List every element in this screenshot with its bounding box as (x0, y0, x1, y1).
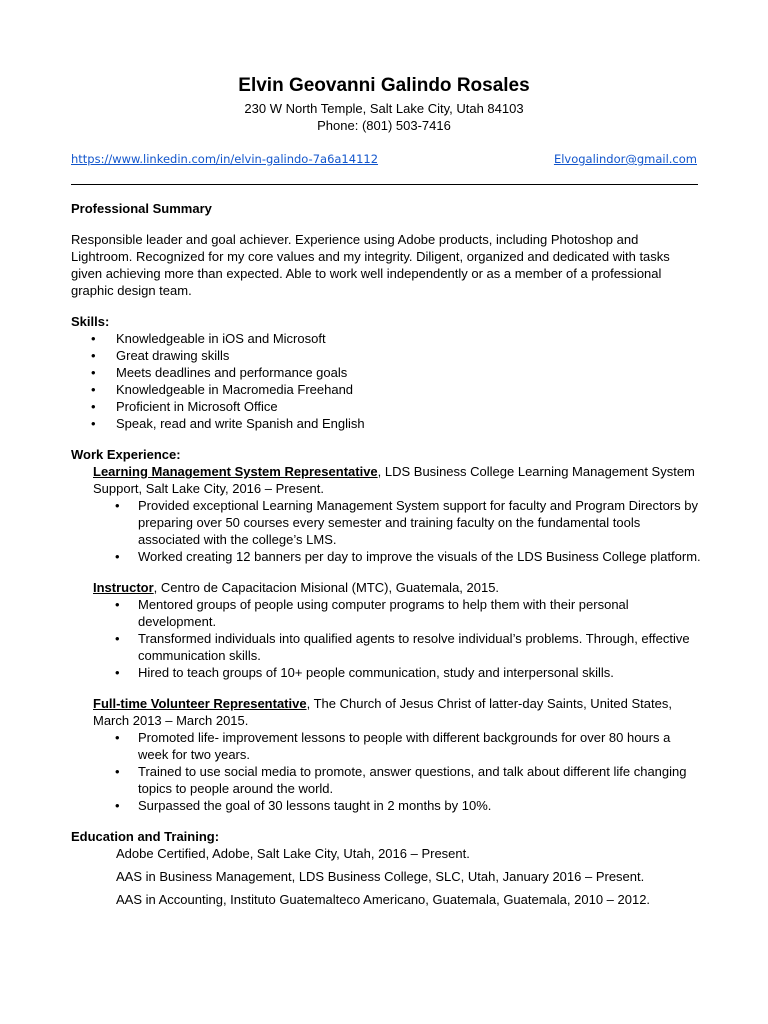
bullet-icon: • (115, 549, 120, 564)
bullet-icon: • (115, 730, 120, 745)
job-entry (71, 695, 701, 814)
job-title: Full-time Volunteer Representative (93, 696, 307, 711)
phone: Phone: (801) 503-7416 (317, 118, 451, 133)
education-list (71, 845, 701, 908)
job-details: , The Church of Jesus Christ of latter-day Saints, United States, March 2013 – March 2015. (93, 696, 672, 728)
education-item: AAS in Business Management, LDS Business College, SLC, Utah, January 2016 – Present. (116, 869, 645, 884)
bullet-icon: • (115, 798, 120, 813)
list-item: • Worked creating 12 banners per day to improve the visuals of the LDS Business College platform. (115, 549, 701, 564)
list-item: • Meets deadlines and performance goals (91, 365, 348, 380)
bullet-icon: • (115, 597, 120, 612)
bullet-icon: • (91, 416, 96, 431)
list-item: • Transformed individuals into qualified agents to resolve individual’s problems. Through, effective communication skills. (115, 631, 690, 663)
list-item: • Mentored groups of people using computer programs to help them with their personal development. (115, 597, 629, 629)
job-details: , Centro de Capacitacion Misional (MTC), Guatemala, 2015. (153, 580, 500, 595)
summary-text: Responsible leader and goal achiever. Experience using Adobe products, including Photoshop and Lightroom. Recognized for my core values and my integrity. Diligent, organized and dedicated with tasks given achieving more than expected. Able to work well independently or as a member of a professional graphic design team. (71, 232, 670, 298)
job-entry (71, 463, 701, 565)
skills-heading: Skills: (71, 314, 110, 329)
bullet-icon: • (91, 365, 96, 380)
job-entry (71, 579, 701, 681)
bullet-icon: • (115, 631, 120, 646)
list-item: • Speak, read and write Spanish and English (91, 416, 365, 431)
job-bullets (93, 729, 701, 814)
list-item: • Great drawing skills (91, 348, 230, 363)
linkedin-link[interactable]: https://www.linkedin.com/in/elvin-galindo-7a6a14112 (71, 152, 379, 166)
bullet-icon: • (115, 665, 120, 680)
job-title: Learning Management System Representative (93, 464, 378, 479)
list-item: • Promoted life- improvement lessons to people with different backgrounds for over 80 hours a week for two years. (115, 730, 671, 762)
skills-list (71, 330, 701, 432)
candidate-name: Elvin Geovanni Galindo Rosales (238, 75, 530, 96)
education-heading: Education and Training: (71, 829, 220, 844)
list-item: • Provided exceptional Learning Management System support for faculty and Program Directors by preparing over 50 courses every semester and training faculty on the fundamental tools associated with the college’s LMS. (115, 498, 699, 547)
bullet-icon: • (91, 348, 96, 363)
work-heading: Work Experience: (71, 447, 181, 462)
resume-body (71, 200, 701, 914)
bullet-icon: • (115, 498, 120, 513)
list-item: • Knowledgeable in Macromedia Freehand (91, 382, 354, 397)
bullet-icon: • (115, 764, 120, 779)
list-item: • Hired to teach groups of 10+ people communication, study and interpersonal skills. (115, 665, 614, 680)
job-bullets (93, 596, 701, 681)
job-details: , LDS Business College Learning Management System Support, Salt Lake City, 2016 – Present. (93, 464, 695, 496)
bullet-icon: • (91, 382, 96, 397)
job-bullets (93, 497, 701, 565)
list-item: • Proficient in Microsoft Office (91, 399, 278, 414)
summary-heading: Professional Summary (71, 201, 212, 216)
list-item: • Trained to use social media to promote, answer questions, and talk about different life changing topics to people around the world. (115, 764, 687, 796)
bullet-icon: • (91, 331, 96, 346)
address: 230 W North Temple, Salt Lake City, Utah 84103 (244, 101, 524, 116)
email-link[interactable]: Elvogalindor@gmail.com (553, 152, 697, 166)
list-item: • Surpassed the goal of 30 lessons taught in 2 months by 10%. (115, 798, 492, 813)
job-title: Instructor (93, 580, 154, 595)
bullet-icon: • (91, 399, 96, 414)
list-item: • Knowledgeable in iOS and Microsoft (91, 331, 326, 346)
education-item: Adobe Certified, Adobe, Salt Lake City, Utah, 2016 – Present. (116, 846, 470, 861)
header-divider (71, 184, 698, 185)
education-item: AAS in Accounting, Instituto Guatemalteco Americano, Guatemala, Guatemala, 2010 – 2012. (116, 892, 651, 907)
